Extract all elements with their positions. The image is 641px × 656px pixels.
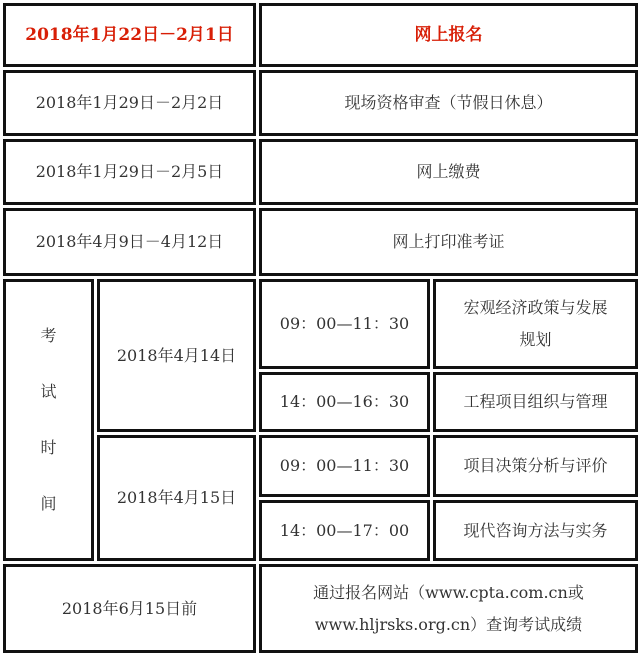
cell-event-payment — [259, 139, 638, 205]
subject-text: 现代咨询方法与实务 — [463, 520, 608, 540]
cell-exam-subject — [433, 279, 638, 369]
cell-exam-subject — [433, 500, 638, 561]
subject-text: 工程项目组织与管理 — [463, 392, 608, 411]
cell-exam-time — [259, 279, 430, 369]
time-text: 14：00—16：30 — [279, 392, 410, 411]
cell-event-qualification — [259, 70, 638, 136]
date-text: 2018年6月15日前 — [61, 598, 198, 618]
cell-exam-time — [259, 372, 430, 432]
subject-line: 规划 — [519, 330, 552, 349]
subject-line: 宏观经济政策与发展 — [463, 298, 608, 317]
time-text: 09：00—11：30 — [279, 456, 410, 475]
date-text: 2018年1月29日－2月5日 — [35, 162, 224, 181]
label-char: 考 — [40, 326, 57, 345]
subject-text: 项目决策分析与评价 — [463, 456, 608, 475]
cell-date-payment — [3, 139, 256, 205]
cell-date-registration — [3, 3, 256, 67]
cell-event-registration — [259, 3, 638, 67]
cell-date-qualification — [3, 70, 256, 136]
time-text: 14：00—17：00 — [279, 520, 410, 540]
cell-exam-day2-date — [97, 435, 256, 561]
cell-exam-day1-date — [97, 279, 256, 432]
event-line: 通过报名网站（www.cpta.com.cn或 — [313, 582, 584, 602]
date-text: 2018年4月15日 — [116, 488, 237, 507]
label-char: 试 — [40, 382, 57, 401]
date-text: 2018年1月29日－2月2日 — [35, 93, 224, 112]
cell-exam-time — [259, 435, 430, 497]
label-char: 间 — [40, 494, 57, 513]
event-text: 网上缴费 — [416, 162, 481, 181]
event-text: 网上报名 — [414, 25, 483, 45]
time-text: 09：00—11：30 — [279, 314, 410, 333]
cell-exam-subject — [433, 372, 638, 432]
event-text: 网上打印准考证 — [392, 232, 505, 251]
cell-date-results — [3, 564, 256, 653]
cell-exam-time-label — [3, 279, 94, 561]
label-char: 时 — [40, 438, 57, 457]
cell-date-admission-ticket — [3, 208, 256, 276]
date-text: 2018年4月9日－4月12日 — [35, 232, 224, 251]
date-text: 2018年4月14日 — [116, 345, 237, 365]
cell-exam-time — [259, 500, 430, 561]
cell-exam-subject — [433, 435, 638, 497]
event-line: www.hljrsks.org.cn）查询考试成绩 — [314, 614, 583, 634]
date-text: 2018年1月22日－2月1日 — [25, 25, 234, 45]
cell-event-admission-ticket — [259, 208, 638, 276]
cell-event-results — [259, 564, 638, 653]
event-text: 现场资格审查（节假日休息） — [344, 93, 553, 112]
